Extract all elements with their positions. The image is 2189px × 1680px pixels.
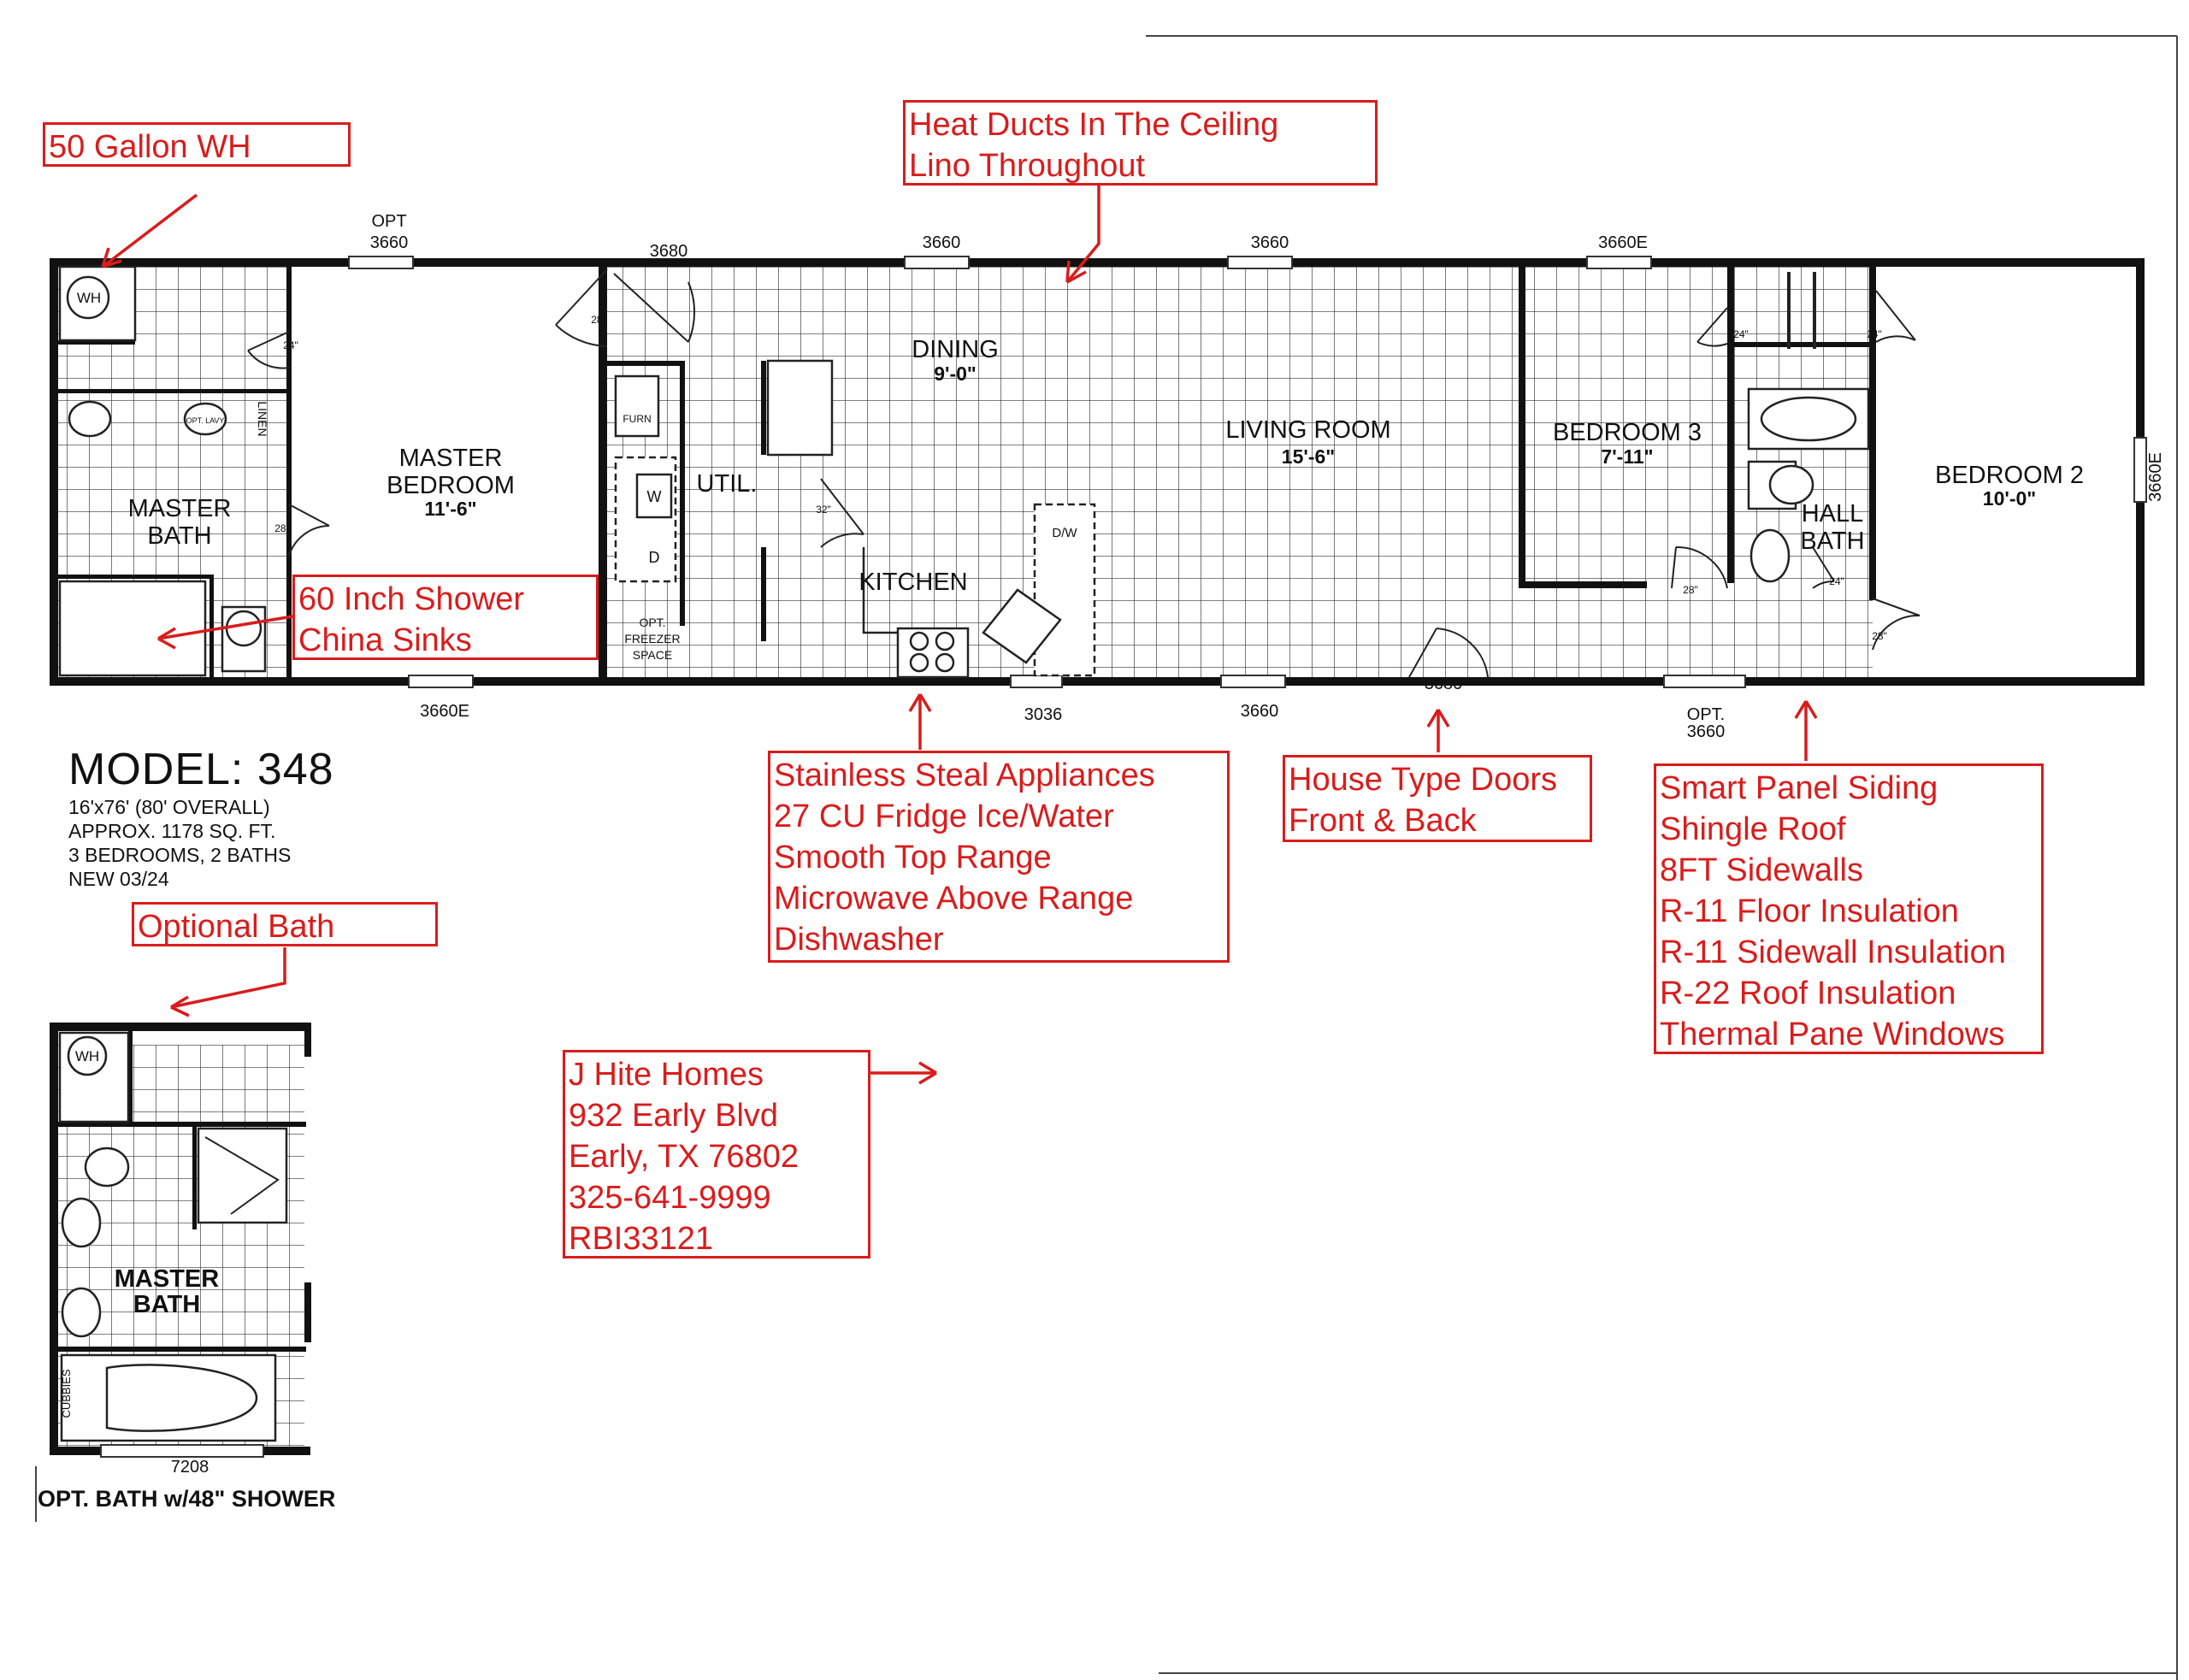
model-dimensions: 16'x76' (80' OVERALL)	[68, 796, 270, 818]
opt-master-bath: MASTER	[114, 1265, 220, 1293]
freezer-label-3: SPACE	[632, 648, 673, 662]
dryer-label: D	[648, 549, 660, 566]
model-info	[68, 744, 334, 891]
window-label: 3660	[369, 233, 409, 252]
door-size: 28"	[591, 314, 606, 326]
note-dealer: J Hite Homes 932 Early Blvd Early, TX 76802 325-641-9999 RBI33121	[563, 1050, 870, 1259]
note-shower: 60 Inch Shower China Sinks	[292, 575, 599, 660]
note-appliances: Stainless Steal Appliances 27 CU Fridge Ice/Water Smooth Top Range Microwave Above Range Dishwasher	[768, 751, 1230, 963]
room-bedroom2-size: 10'-0"	[1982, 487, 2037, 510]
model-sqft: APPROX. 1178 SQ. FT.	[68, 820, 276, 842]
window-label: 3660	[922, 233, 961, 252]
room-living: LIVING ROOM	[1225, 416, 1391, 444]
window-label: 3660E	[2146, 452, 2165, 502]
wall-util	[599, 267, 607, 677]
window-opt-label: OPT	[371, 212, 407, 231]
room-master-bedroom-size: 11'-6"	[424, 498, 477, 520]
model-beds-baths: 3 BEDROOMS, 2 BATHS	[68, 844, 292, 866]
freezer-label-2: FREEZER	[624, 632, 681, 645]
note-ceiling: Heat Ducts In The Ceiling Lino Throughout	[903, 100, 1378, 186]
door-size: 28"	[1872, 630, 1887, 642]
window-label: 3036	[1024, 705, 1063, 724]
linen-label: LINEN	[256, 401, 269, 437]
opt-wh-label: WH	[74, 1048, 100, 1064]
room-master-bedroom-2: BEDROOM	[386, 472, 515, 499]
window-label: 3680	[649, 242, 688, 261]
window-opt-label: OPT.	[1686, 705, 1726, 724]
note-doors: House Type Doors Front & Back	[1283, 755, 1592, 842]
door-size: 24"	[283, 339, 298, 351]
door-size: 28"	[1683, 584, 1698, 596]
note-optional-bath: Optional Bath	[132, 902, 438, 946]
note-exterior: Smart Panel Siding Shingle Roof 8FT Sidewalls R-11 Floor Insulation R-11 Sidewall Insulation R-22 Roof Insulation Thermal Pane Windows	[1654, 763, 2044, 1054]
room-bedroom3: BEDROOM 3	[1552, 419, 1702, 446]
room-living-size: 15'-6"	[1281, 445, 1336, 468]
bedroom3-floor	[1522, 267, 1744, 677]
window-label: 7208	[170, 1458, 209, 1477]
room-dining-size: 9'-0"	[934, 363, 976, 385]
window-label: 3660	[1240, 702, 1279, 721]
room-dining: DINING	[912, 336, 999, 363]
furn-label: FURN	[622, 413, 652, 425]
door-size: 24"	[1829, 575, 1844, 587]
wall-bed3	[1519, 267, 1525, 583]
freezer-label-1: OPT.	[639, 616, 666, 629]
wh-label: WH	[76, 290, 102, 306]
room-master-bath: MASTER	[127, 495, 232, 522]
room-util: UTIL.	[696, 470, 758, 498]
optional-bath-caption: OPT. BATH w/48" SHOWER	[38, 1486, 336, 1512]
window-label: 3660E	[1598, 233, 1648, 252]
wall-bottom	[50, 677, 2145, 686]
model-date: NEW 03/24	[68, 868, 169, 890]
note-water-heater: 50 Gallon WH	[43, 122, 351, 167]
room-bedroom2: BEDROOM 2	[1934, 462, 2085, 489]
dw-label: D/W	[1052, 526, 1077, 540]
window-label: 3660E	[420, 702, 469, 721]
room-master-bedroom: MASTER	[398, 445, 503, 472]
cubbies-label: CUBBIES	[60, 1369, 73, 1418]
room-hall-bath-2: BATH	[1800, 528, 1865, 555]
opt-lavy-label: OPT. LAVY	[186, 416, 225, 425]
room-kitchen: KITCHEN	[858, 569, 968, 596]
model-title: MODEL: 348	[68, 745, 334, 794]
room-master-bath-2: BATH	[147, 522, 212, 550]
door-size: 24"	[1867, 328, 1882, 340]
window-label: 3660	[1686, 722, 1726, 741]
door-size: 32"	[816, 504, 831, 516]
room-hall-bath: HALL	[1801, 500, 1864, 528]
washer-label: W	[646, 488, 662, 505]
window-label: 3660	[1250, 233, 1289, 252]
wall-left	[50, 258, 58, 686]
door-size: 28"	[274, 522, 290, 534]
room-bedroom3-size: 7'-11"	[1601, 445, 1654, 468]
door-size: 24"	[1733, 328, 1749, 340]
opt-master-bath-2: BATH	[133, 1291, 201, 1318]
door-label: 3680	[1424, 675, 1463, 693]
